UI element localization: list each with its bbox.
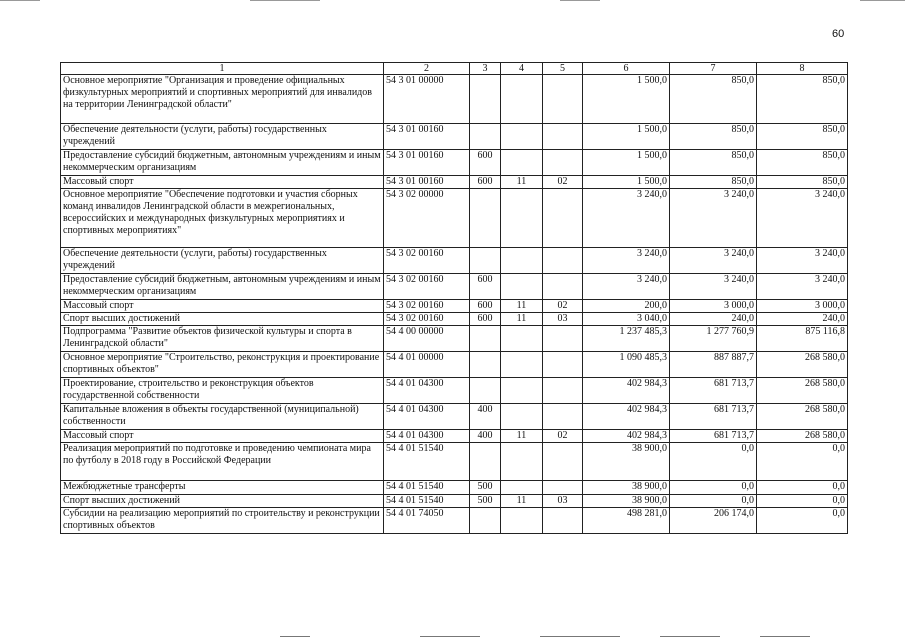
row-name: Массовый спорт bbox=[61, 176, 384, 189]
row-subsection bbox=[543, 352, 583, 378]
row-type: 500 bbox=[470, 481, 501, 495]
row-name: Реализация мероприятий по подготовке и проведению чемпионата мира по футболу в 2018 году в Российской Федерации bbox=[61, 443, 384, 481]
row-section bbox=[501, 189, 543, 248]
row-type bbox=[470, 326, 501, 352]
row-code: 54 4 01 04300 bbox=[384, 430, 470, 443]
row-name: Основное мероприятие "Организация и проведение официальных физкультурных мероприятий и спортивных мероприятий для инвалидов на территории Ленинградской области" bbox=[61, 75, 384, 124]
row-name: Предоставление субсидий бюджетным, автономным учреждениям и иным некоммерческим организациям bbox=[61, 274, 384, 300]
row-amount-2: 850,0 bbox=[670, 124, 757, 150]
row-amount-1: 3 040,0 bbox=[583, 313, 670, 326]
column-header: 2 bbox=[384, 63, 470, 75]
table-row bbox=[61, 274, 848, 300]
row-amount-2: 850,0 bbox=[670, 176, 757, 189]
row-section: 11 bbox=[501, 300, 543, 313]
row-subsection: 02 bbox=[543, 176, 583, 189]
row-amount-3: 0,0 bbox=[757, 495, 848, 508]
row-code: 54 3 02 00160 bbox=[384, 248, 470, 274]
row-name: Подпрограмма "Развитие объектов физической культуры и спорта в Ленинградской области" bbox=[61, 326, 384, 352]
table-row bbox=[61, 248, 848, 274]
row-type: 500 bbox=[470, 495, 501, 508]
table-row bbox=[61, 481, 848, 495]
column-header: 1 bbox=[61, 63, 384, 75]
row-subsection bbox=[543, 378, 583, 404]
row-code: 54 3 02 00160 bbox=[384, 313, 470, 326]
table-row bbox=[61, 404, 848, 430]
row-amount-1: 1 500,0 bbox=[583, 124, 670, 150]
row-subsection bbox=[543, 150, 583, 176]
row-type bbox=[470, 248, 501, 274]
column-header: 4 bbox=[501, 63, 543, 75]
row-amount-3: 240,0 bbox=[757, 313, 848, 326]
table-row bbox=[61, 443, 848, 481]
row-amount-2: 681 713,7 bbox=[670, 430, 757, 443]
row-amount-1: 1 500,0 bbox=[583, 176, 670, 189]
row-amount-1: 3 240,0 bbox=[583, 189, 670, 248]
row-amount-2: 3 240,0 bbox=[670, 189, 757, 248]
row-amount-1: 200,0 bbox=[583, 300, 670, 313]
row-type bbox=[470, 189, 501, 248]
row-code: 54 4 01 74050 bbox=[384, 508, 470, 534]
row-subsection bbox=[543, 508, 583, 534]
column-header: 8 bbox=[757, 63, 848, 75]
row-amount-2: 887 887,7 bbox=[670, 352, 757, 378]
row-amount-2: 0,0 bbox=[670, 495, 757, 508]
row-type: 600 bbox=[470, 313, 501, 326]
row-code: 54 4 00 00000 bbox=[384, 326, 470, 352]
row-name: Массовый спорт bbox=[61, 430, 384, 443]
row-amount-1: 1 237 485,3 bbox=[583, 326, 670, 352]
row-section bbox=[501, 352, 543, 378]
row-amount-3: 0,0 bbox=[757, 481, 848, 495]
table-row bbox=[61, 495, 848, 508]
row-code: 54 4 01 00000 bbox=[384, 352, 470, 378]
row-amount-2: 0,0 bbox=[670, 443, 757, 481]
table-row bbox=[61, 352, 848, 378]
table-row bbox=[61, 124, 848, 150]
table-row bbox=[61, 189, 848, 248]
row-subsection bbox=[543, 443, 583, 481]
row-amount-2: 3 000,0 bbox=[670, 300, 757, 313]
row-amount-1: 3 240,0 bbox=[583, 274, 670, 300]
row-amount-2: 206 174,0 bbox=[670, 508, 757, 534]
row-type bbox=[470, 352, 501, 378]
row-section bbox=[501, 404, 543, 430]
row-subsection bbox=[543, 481, 583, 495]
page-number: 60 bbox=[832, 28, 845, 40]
row-amount-1: 38 900,0 bbox=[583, 481, 670, 495]
budget-table bbox=[60, 62, 848, 534]
row-subsection bbox=[543, 248, 583, 274]
row-amount-1: 1 090 485,3 bbox=[583, 352, 670, 378]
column-header: 7 bbox=[670, 63, 757, 75]
row-name: Обеспечение деятельности (услуги, работы) государственных учреждений bbox=[61, 248, 384, 274]
row-subsection bbox=[543, 404, 583, 430]
row-section: 11 bbox=[501, 495, 543, 508]
row-amount-3: 268 580,0 bbox=[757, 430, 848, 443]
row-amount-2: 240,0 bbox=[670, 313, 757, 326]
row-amount-3: 3 240,0 bbox=[757, 248, 848, 274]
row-amount-3: 268 580,0 bbox=[757, 352, 848, 378]
row-type: 400 bbox=[470, 404, 501, 430]
table-row bbox=[61, 430, 848, 443]
row-code: 54 3 01 00000 bbox=[384, 75, 470, 124]
table-row bbox=[61, 313, 848, 326]
row-amount-3: 850,0 bbox=[757, 124, 848, 150]
row-section: 11 bbox=[501, 176, 543, 189]
table-row bbox=[61, 150, 848, 176]
row-code: 54 3 02 00160 bbox=[384, 300, 470, 313]
row-amount-1: 498 281,0 bbox=[583, 508, 670, 534]
row-amount-2: 681 713,7 bbox=[670, 378, 757, 404]
row-amount-1: 402 984,3 bbox=[583, 378, 670, 404]
row-code: 54 3 01 00160 bbox=[384, 176, 470, 189]
row-amount-1: 3 240,0 bbox=[583, 248, 670, 274]
row-section bbox=[501, 378, 543, 404]
row-subsection: 02 bbox=[543, 430, 583, 443]
table-row bbox=[61, 300, 848, 313]
row-section: 11 bbox=[501, 430, 543, 443]
column-header: 3 bbox=[470, 63, 501, 75]
row-code: 54 3 01 00160 bbox=[384, 150, 470, 176]
row-section bbox=[501, 124, 543, 150]
row-name: Массовый спорт bbox=[61, 300, 384, 313]
row-section bbox=[501, 326, 543, 352]
row-code: 54 3 02 00000 bbox=[384, 189, 470, 248]
row-name: Межбюджетные трансферты bbox=[61, 481, 384, 495]
row-section bbox=[501, 248, 543, 274]
table-body bbox=[61, 63, 848, 534]
row-amount-2: 3 240,0 bbox=[670, 248, 757, 274]
row-code: 54 3 01 00160 bbox=[384, 124, 470, 150]
row-section bbox=[501, 274, 543, 300]
row-type bbox=[470, 378, 501, 404]
row-amount-1: 1 500,0 bbox=[583, 75, 670, 124]
row-name: Обеспечение деятельности (услуги, работы) государственных учреждений bbox=[61, 124, 384, 150]
table-row bbox=[61, 75, 848, 124]
row-type: 400 bbox=[470, 430, 501, 443]
row-amount-1: 1 500,0 bbox=[583, 150, 670, 176]
table-row bbox=[61, 176, 848, 189]
row-amount-2: 681 713,7 bbox=[670, 404, 757, 430]
row-amount-2: 850,0 bbox=[670, 75, 757, 124]
row-name: Капитальные вложения в объекты государственной (муниципальной) собственности bbox=[61, 404, 384, 430]
row-section bbox=[501, 75, 543, 124]
row-amount-3: 875 116,8 bbox=[757, 326, 848, 352]
row-section bbox=[501, 481, 543, 495]
row-amount-2: 1 277 760,9 bbox=[670, 326, 757, 352]
row-code: 54 4 01 04300 bbox=[384, 404, 470, 430]
row-type bbox=[470, 75, 501, 124]
row-type: 600 bbox=[470, 274, 501, 300]
row-code: 54 4 01 51540 bbox=[384, 443, 470, 481]
row-section bbox=[501, 443, 543, 481]
row-section bbox=[501, 150, 543, 176]
row-amount-3: 0,0 bbox=[757, 508, 848, 534]
row-type bbox=[470, 443, 501, 481]
column-header: 5 bbox=[543, 63, 583, 75]
row-type: 600 bbox=[470, 176, 501, 189]
bottom-scan-edge bbox=[0, 636, 905, 638]
row-amount-3: 268 580,0 bbox=[757, 404, 848, 430]
row-type bbox=[470, 124, 501, 150]
row-amount-1: 402 984,3 bbox=[583, 430, 670, 443]
column-header: 6 bbox=[583, 63, 670, 75]
row-section bbox=[501, 508, 543, 534]
row-amount-2: 850,0 bbox=[670, 150, 757, 176]
header-row bbox=[61, 63, 848, 75]
row-name: Спорт высших достижений bbox=[61, 495, 384, 508]
row-amount-1: 38 900,0 bbox=[583, 495, 670, 508]
top-scan-edge bbox=[0, 0, 905, 1]
row-code: 54 3 02 00160 bbox=[384, 274, 470, 300]
table-row bbox=[61, 508, 848, 534]
row-subsection: 03 bbox=[543, 495, 583, 508]
row-subsection bbox=[543, 124, 583, 150]
row-name: Предоставление субсидий бюджетным, автономным учреждениям и иным некоммерческим организациям bbox=[61, 150, 384, 176]
row-section: 11 bbox=[501, 313, 543, 326]
table-row bbox=[61, 378, 848, 404]
row-amount-3: 850,0 bbox=[757, 75, 848, 124]
row-name: Основное мероприятие "Строительство, реконструкция и проектирование спортивных объектов" bbox=[61, 352, 384, 378]
row-amount-2: 0,0 bbox=[670, 481, 757, 495]
row-subsection bbox=[543, 189, 583, 248]
row-name: Субсидии на реализацию мероприятий по строительству и реконструкции спортивных объектов bbox=[61, 508, 384, 534]
row-amount-3: 850,0 bbox=[757, 150, 848, 176]
row-type bbox=[470, 508, 501, 534]
row-type: 600 bbox=[470, 150, 501, 176]
row-amount-1: 402 984,3 bbox=[583, 404, 670, 430]
row-amount-2: 3 240,0 bbox=[670, 274, 757, 300]
row-subsection bbox=[543, 326, 583, 352]
row-code: 54 4 01 51540 bbox=[384, 481, 470, 495]
row-code: 54 4 01 51540 bbox=[384, 495, 470, 508]
row-amount-3: 850,0 bbox=[757, 176, 848, 189]
row-name: Проектирование, строительство и реконструкция объектов государственной собственности bbox=[61, 378, 384, 404]
row-subsection bbox=[543, 274, 583, 300]
row-subsection: 03 bbox=[543, 313, 583, 326]
table-row bbox=[61, 326, 848, 352]
row-name: Спорт высших достижений bbox=[61, 313, 384, 326]
row-subsection: 02 bbox=[543, 300, 583, 313]
row-amount-3: 3 240,0 bbox=[757, 189, 848, 248]
row-code: 54 4 01 04300 bbox=[384, 378, 470, 404]
row-amount-3: 3 000,0 bbox=[757, 300, 848, 313]
row-type: 600 bbox=[470, 300, 501, 313]
row-name: Основное мероприятие "Обеспечение подготовки и участия сборных команд инвалидов Ленинградской области в межрегиональных, всероссийских и международных физкультурных мероприятиях и спортивных мероприятиях" bbox=[61, 189, 384, 248]
row-amount-3: 268 580,0 bbox=[757, 378, 848, 404]
row-amount-3: 0,0 bbox=[757, 443, 848, 481]
row-subsection bbox=[543, 75, 583, 124]
row-amount-3: 3 240,0 bbox=[757, 274, 848, 300]
row-amount-1: 38 900,0 bbox=[583, 443, 670, 481]
